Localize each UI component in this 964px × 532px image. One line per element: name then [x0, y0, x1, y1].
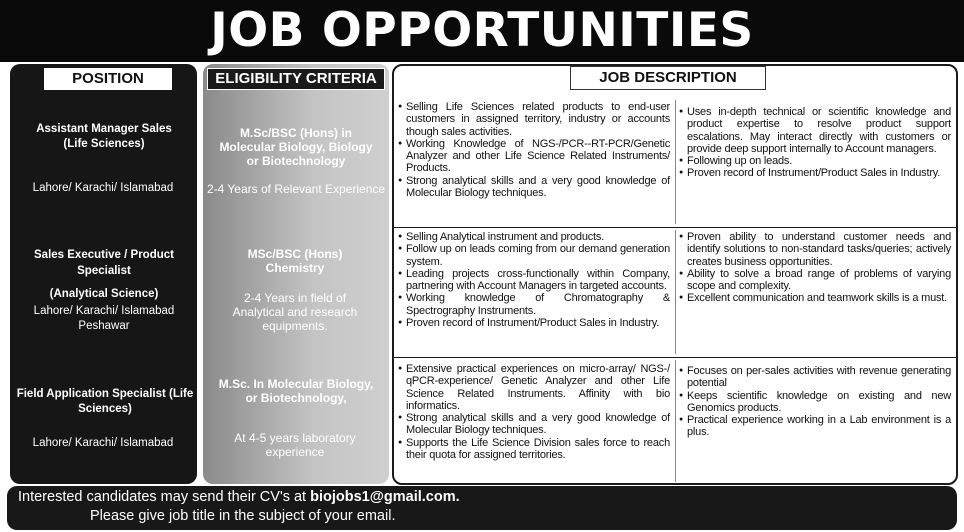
- list-item: ● Keeps scientific knowledge on existing and new Genomics products.: [679, 390, 951, 415]
- job-1-desc-right: [679, 106, 951, 180]
- column-divider: [675, 100, 676, 224]
- list-item: ● Follow up on leads coming from our demand generation system.: [398, 243, 670, 268]
- job-3-location: Lahore/ Karachi/ Islamabad: [32, 437, 174, 449]
- list-item: ● Supports the Life Science Division sales force to reach their quota for assigned territories.: [398, 437, 670, 462]
- job-2-location: Lahore/ Karachi/ Islamabad Peshawar: [33, 305, 175, 332]
- list-item: ● Strong analytical skills and a very good knowledge of Molecular Biology techniques.: [398, 175, 670, 200]
- page-title: JOB OPPORTUNITIES: [210, 3, 754, 58]
- list-item: ● Practical experience working in a Lab environment is a plus.: [679, 414, 951, 439]
- job-2-qualification: MSc/BSC (Hons) Chemistry: [247, 247, 343, 275]
- job-2-position-area: (Analytical Science): [49, 288, 159, 300]
- list-item: ● Strong analytical skills and a very good knowledge of Molecular Biology techniques.: [398, 412, 670, 437]
- row-divider: [394, 357, 956, 358]
- job-2-desc-right: [679, 231, 951, 305]
- job-3-position: Field Application Specialist (Life Sciences): [16, 388, 194, 415]
- position-header: POSITION: [44, 68, 172, 90]
- job-2-desc-left: [398, 231, 670, 329]
- list-item: ● Uses in-depth technical or scientific knowledge and product expertise to resolve product support escalations. May interact directly with customers or provide deep support internally to Account managers.: [679, 106, 951, 155]
- job-1-position: Assistant Manager Sales (Life Sciences): [36, 123, 172, 150]
- job-1-qualification: M.Sc/BSC (Hons) in Molecular Biology, Biology or Biotechnology: [219, 126, 373, 168]
- footer-line-1: [18, 488, 460, 506]
- list-item: ● Proven record of Instrument/Product Sales in Industry.: [679, 167, 951, 179]
- footer-line-2: Please give job title in the subject of your email.: [90, 508, 396, 524]
- list-item: ● Excellent communication and teamwork skills is a must.: [679, 292, 951, 304]
- list-item: ● Working Knowledge of NGS-/PCR--RT-PCR/Genetic Analyzer and other Life Science Related Instruments/ Products.: [398, 138, 670, 175]
- contact-email[interactable]: biojobs1@gmail.com.: [310, 489, 460, 505]
- list-item: ● Extensive practical experiences on micro-array/ NGS-/ qPCR-experience/ Genetic Analyzer and other Life Science Related Instruments. Affinity with bio informatics.: [398, 363, 670, 412]
- job-1-experience: 2-4 Years of Relevant Experience: [206, 182, 386, 196]
- job-2-experience: 2-4 Years in field of Analytical and research equipments.: [232, 291, 358, 333]
- list-item: ● Proven record of Instrument/Product Sales in Industry.: [398, 317, 670, 329]
- eligibility-header: ELIGIBILITY CRITERIA: [207, 68, 385, 90]
- job-3-desc-left: [398, 363, 670, 461]
- list-item: ● Focuses on per-sales activities with revenue generating potential: [679, 365, 951, 390]
- job-3-desc-right: [679, 365, 951, 439]
- job-1-location: Lahore/ Karachi/ Islamabad: [32, 182, 174, 194]
- list-item: ● Selling Analytical instrument and products.: [398, 231, 670, 243]
- job-2-position: Sales Executive / Product Specialist: [34, 249, 174, 277]
- footer-instruction: Interested candidates may send their CV's at: [18, 489, 307, 505]
- list-item: ● Working knowledge of Chromatography & Spectrography Instruments.: [398, 292, 670, 317]
- description-header: JOB DESCRIPTION: [570, 66, 766, 90]
- column-divider: [675, 230, 676, 354]
- row-divider: [394, 227, 956, 228]
- list-item: ● Ability to solve a broad range of problems of varying scope and complexity.: [679, 268, 951, 293]
- list-item: ● Proven ability to understand customer needs and identify solutions to non-standard tasks/queries; actively creates business opportunities.: [679, 231, 951, 268]
- list-item: ● Following up on leads.: [679, 155, 951, 167]
- list-item: ● Selling Life Sciences related products to end-user customers in assigned territory, industry or accounts though sales activities.: [398, 101, 670, 138]
- job-3-experience: At 4-5 years laboratory experience: [234, 431, 356, 459]
- title-banner: [0, 0, 964, 62]
- job-1-desc-left: [398, 101, 670, 199]
- list-item: ● Leading projects cross-functionally within Company, partnering with Account Managers in targeted accounts.: [398, 268, 670, 293]
- column-divider: [675, 360, 676, 482]
- job-3-qualification: M.Sc. In Molecular Biology, or Biotechnology,: [218, 377, 374, 405]
